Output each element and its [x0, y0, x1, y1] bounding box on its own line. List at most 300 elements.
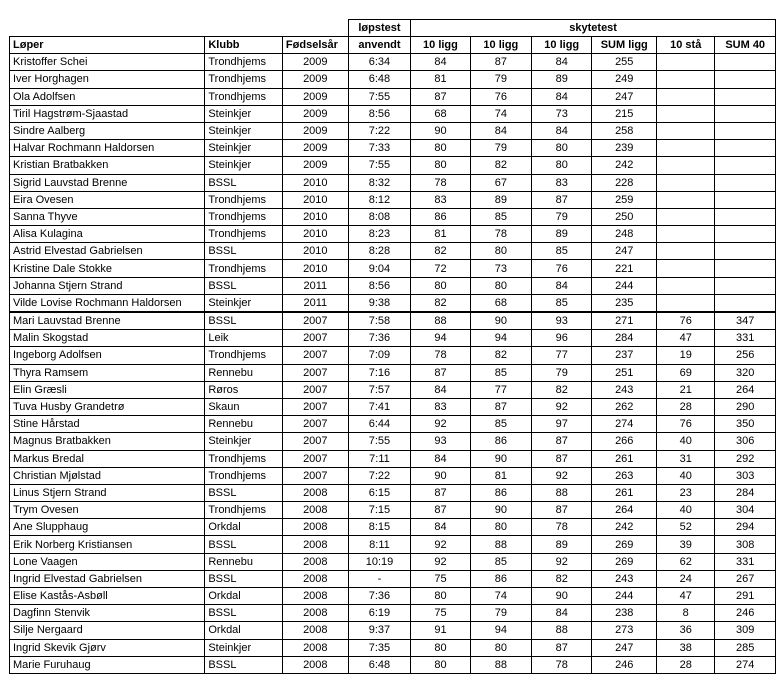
cell-klubb: Steinkjer	[205, 294, 283, 312]
col-header-fodselsar: Fødselsår	[282, 37, 348, 54]
cell-10-ligg-1: 68	[411, 105, 470, 122]
cell-loper: Astrid Elvestad Gabrielsen	[10, 243, 205, 260]
cell-anvendt: -	[348, 570, 411, 587]
cell-10-sta: 21	[657, 381, 715, 398]
cell-sum-40: 291	[715, 588, 776, 605]
cell-10-ligg-3: 80	[532, 157, 592, 174]
cell-sum-40: 264	[715, 381, 776, 398]
table-row	[10, 122, 776, 139]
cell-10-ligg-3: 84	[532, 54, 592, 71]
cell-sum-40: 331	[715, 553, 776, 570]
cell-sum-ligg: 262	[592, 398, 657, 415]
cell-10-ligg-2: 82	[470, 157, 531, 174]
cell-loper: Ane Slupphaug	[10, 519, 205, 536]
cell-10-ligg-2: 79	[470, 140, 531, 157]
cell-sum-40: 274	[715, 656, 776, 673]
cell-klubb: BSSL	[205, 570, 283, 587]
cell-10-sta	[657, 226, 715, 243]
cell-sum-ligg: 261	[592, 484, 657, 501]
cell-sum-ligg: 238	[592, 605, 657, 622]
cell-10-ligg-2: 94	[470, 622, 531, 639]
cell-sum-40	[715, 122, 776, 139]
cell-loper: Malin Skogstad	[10, 330, 205, 347]
cell-10-ligg-2: 79	[470, 605, 531, 622]
cell-10-sta	[657, 243, 715, 260]
cell-fodselsar: 2007	[282, 330, 348, 347]
cell-10-ligg-3: 93	[532, 312, 592, 330]
table-row	[10, 105, 776, 122]
cell-10-ligg-2: 80	[470, 519, 531, 536]
cell-10-ligg-1: 87	[411, 484, 470, 501]
cell-10-ligg-3: 79	[532, 364, 592, 381]
cell-anvendt: 6:34	[348, 54, 411, 71]
cell-10-ligg-2: 87	[470, 398, 531, 415]
cell-10-ligg-2: 94	[470, 330, 531, 347]
cell-10-sta	[657, 88, 715, 105]
cell-sum-40: 294	[715, 519, 776, 536]
cell-loper: Magnus Bratbakken	[10, 433, 205, 450]
cell-sum-40: 246	[715, 605, 776, 622]
cell-10-sta: 24	[657, 570, 715, 587]
cell-sum-ligg: 221	[592, 260, 657, 277]
table-row	[10, 433, 776, 450]
cell-loper: Eira Ovesen	[10, 191, 205, 208]
cell-sum-40: 306	[715, 433, 776, 450]
cell-klubb: Trondhjems	[205, 71, 283, 88]
cell-sum-40: 347	[715, 312, 776, 330]
cell-10-ligg-2: 78	[470, 226, 531, 243]
cell-loper: Dagfinn Stenvik	[10, 605, 205, 622]
cell-10-sta: 23	[657, 484, 715, 501]
table-row	[10, 191, 776, 208]
cell-fodselsar: 2010	[282, 260, 348, 277]
cell-10-ligg-1: 91	[411, 622, 470, 639]
cell-sum-ligg: 243	[592, 381, 657, 398]
cell-loper: Marie Furuhaug	[10, 656, 205, 673]
cell-10-ligg-3: 89	[532, 226, 592, 243]
cell-10-sta	[657, 157, 715, 174]
cell-fodselsar: 2008	[282, 502, 348, 519]
cell-sum-40: 285	[715, 639, 776, 656]
cell-loper: Kristoffer Schei	[10, 54, 205, 71]
cell-10-ligg-1: 90	[411, 467, 470, 484]
cell-fodselsar: 2009	[282, 54, 348, 71]
col-header-sum-ligg: SUM ligg	[592, 37, 657, 54]
cell-klubb: Steinkjer	[205, 122, 283, 139]
cell-anvendt: 7:57	[348, 381, 411, 398]
cell-sum-ligg: 251	[592, 364, 657, 381]
cell-10-ligg-3: 87	[532, 191, 592, 208]
cell-loper: Iver Horghagen	[10, 71, 205, 88]
cell-anvendt: 8:12	[348, 191, 411, 208]
cell-fodselsar: 2008	[282, 519, 348, 536]
cell-10-ligg-2: 84	[470, 122, 531, 139]
cell-10-ligg-3: 77	[532, 347, 592, 364]
cell-sum-ligg: 247	[592, 243, 657, 260]
table-row	[10, 502, 776, 519]
cell-10-ligg-2: 85	[470, 416, 531, 433]
cell-fodselsar: 2008	[282, 484, 348, 501]
cell-10-ligg-3: 88	[532, 484, 592, 501]
cell-sum-40: 256	[715, 347, 776, 364]
cell-sum-ligg: 249	[592, 71, 657, 88]
table-row	[10, 88, 776, 105]
table-row	[10, 656, 776, 673]
cell-10-ligg-1: 92	[411, 416, 470, 433]
cell-10-sta: 47	[657, 588, 715, 605]
table-row	[10, 208, 776, 225]
cell-anvendt: 7:58	[348, 312, 411, 330]
cell-10-sta: 62	[657, 553, 715, 570]
cell-10-sta: 40	[657, 433, 715, 450]
cell-sum-ligg: 244	[592, 277, 657, 294]
cell-10-ligg-3: 78	[532, 656, 592, 673]
cell-loper: Mari Lauvstad Brenne	[10, 312, 205, 330]
cell-klubb: Orkdal	[205, 519, 283, 536]
col-header-anvendt: anvendt	[348, 37, 411, 54]
table-row	[10, 277, 776, 294]
cell-10-ligg-3: 92	[532, 467, 592, 484]
cell-klubb: Trondhjems	[205, 54, 283, 71]
cell-anvendt: 8:56	[348, 105, 411, 122]
cell-anvendt: 7:36	[348, 588, 411, 605]
cell-klubb: BSSL	[205, 656, 283, 673]
cell-klubb: Trondhjems	[205, 191, 283, 208]
cell-10-ligg-3: 84	[532, 88, 592, 105]
cell-fodselsar: 2009	[282, 71, 348, 88]
cell-10-sta	[657, 277, 715, 294]
cell-10-ligg-1: 93	[411, 433, 470, 450]
header-column-row	[10, 37, 776, 54]
cell-10-ligg-3: 87	[532, 450, 592, 467]
cell-fodselsar: 2007	[282, 312, 348, 330]
cell-anvendt: 7:11	[348, 450, 411, 467]
cell-10-ligg-3: 84	[532, 277, 592, 294]
cell-anvendt: 8:28	[348, 243, 411, 260]
cell-10-ligg-1: 81	[411, 71, 470, 88]
cell-10-ligg-2: 88	[470, 656, 531, 673]
cell-anvendt: 6:19	[348, 605, 411, 622]
cell-fodselsar: 2010	[282, 208, 348, 225]
cell-10-ligg-2: 80	[470, 639, 531, 656]
cell-sum-40	[715, 294, 776, 312]
cell-10-ligg-2: 73	[470, 260, 531, 277]
group-header-lopstest: løpstest	[348, 20, 411, 37]
cell-loper: Ingrid Skevik Gjørv	[10, 639, 205, 656]
cell-klubb: BSSL	[205, 605, 283, 622]
cell-loper: Halvar Rochmann Haldorsen	[10, 140, 205, 157]
cell-sum-40: 284	[715, 484, 776, 501]
cell-loper: Silje Nergaard	[10, 622, 205, 639]
cell-10-ligg-1: 82	[411, 294, 470, 312]
cell-sum-ligg: 215	[592, 105, 657, 122]
results-table	[9, 19, 776, 674]
cell-anvendt: 8:23	[348, 226, 411, 243]
cell-fodselsar: 2009	[282, 122, 348, 139]
cell-anvendt: 8:11	[348, 536, 411, 553]
cell-klubb: Skaun	[205, 398, 283, 415]
cell-sum-40	[715, 88, 776, 105]
cell-klubb: Steinkjer	[205, 157, 283, 174]
table-row	[10, 484, 776, 501]
cell-10-ligg-2: 74	[470, 588, 531, 605]
cell-fodselsar: 2007	[282, 347, 348, 364]
cell-anvendt: 6:44	[348, 416, 411, 433]
cell-10-ligg-2: 67	[470, 174, 531, 191]
cell-10-ligg-2: 86	[470, 484, 531, 501]
cell-klubb: Trondhjems	[205, 226, 283, 243]
cell-sum-40	[715, 191, 776, 208]
table-row	[10, 519, 776, 536]
cell-klubb: Trondhjems	[205, 347, 283, 364]
cell-10-ligg-1: 80	[411, 639, 470, 656]
cell-10-ligg-2: 68	[470, 294, 531, 312]
cell-10-sta: 36	[657, 622, 715, 639]
cell-sum-ligg: 273	[592, 622, 657, 639]
cell-10-sta: 76	[657, 312, 715, 330]
cell-sum-ligg: 237	[592, 347, 657, 364]
cell-10-sta	[657, 105, 715, 122]
cell-10-sta: 31	[657, 450, 715, 467]
cell-10-ligg-1: 81	[411, 226, 470, 243]
cell-10-ligg-1: 92	[411, 553, 470, 570]
cell-loper: Sanna Thyve	[10, 208, 205, 225]
cell-fodselsar: 2008	[282, 570, 348, 587]
table-row	[10, 140, 776, 157]
cell-10-ligg-2: 82	[470, 347, 531, 364]
cell-fodselsar: 2008	[282, 536, 348, 553]
cell-10-ligg-3: 85	[532, 243, 592, 260]
cell-10-sta: 38	[657, 639, 715, 656]
cell-10-sta	[657, 174, 715, 191]
cell-10-ligg-2: 89	[470, 191, 531, 208]
table-row	[10, 330, 776, 347]
cell-sum-ligg: 264	[592, 502, 657, 519]
cell-10-sta: 19	[657, 347, 715, 364]
cell-10-ligg-3: 84	[532, 122, 592, 139]
cell-sum-ligg: 269	[592, 536, 657, 553]
cell-10-ligg-1: 87	[411, 88, 470, 105]
cell-fodselsar: 2007	[282, 398, 348, 415]
cell-sum-ligg: 247	[592, 88, 657, 105]
cell-klubb: BSSL	[205, 174, 283, 191]
cell-loper: Ingeborg Adolfsen	[10, 347, 205, 364]
cell-anvendt: 6:15	[348, 484, 411, 501]
cell-sum-40	[715, 208, 776, 225]
cell-10-ligg-3: 82	[532, 570, 592, 587]
cell-fodselsar: 2011	[282, 294, 348, 312]
cell-sum-ligg: 261	[592, 450, 657, 467]
cell-10-ligg-2: 87	[470, 54, 531, 71]
cell-fodselsar: 2010	[282, 226, 348, 243]
cell-sum-ligg: 263	[592, 467, 657, 484]
cell-10-sta	[657, 260, 715, 277]
table-row	[10, 398, 776, 415]
col-header-10-ligg-1: 10 ligg	[411, 37, 470, 54]
table-row	[10, 294, 776, 312]
cell-10-ligg-1: 87	[411, 502, 470, 519]
cell-loper: Kristian Bratbakken	[10, 157, 205, 174]
cell-10-ligg-3: 97	[532, 416, 592, 433]
cell-klubb: Rennebu	[205, 416, 283, 433]
cell-sum-40: 331	[715, 330, 776, 347]
table-row	[10, 347, 776, 364]
cell-sum-ligg: 248	[592, 226, 657, 243]
cell-10-sta: 40	[657, 502, 715, 519]
cell-klubb: Røros	[205, 381, 283, 398]
cell-fodselsar: 2008	[282, 639, 348, 656]
cell-10-ligg-2: 80	[470, 243, 531, 260]
cell-10-sta	[657, 294, 715, 312]
table-row	[10, 570, 776, 587]
cell-klubb: Orkdal	[205, 588, 283, 605]
cell-10-ligg-3: 85	[532, 294, 592, 312]
cell-sum-40: 292	[715, 450, 776, 467]
cell-10-ligg-1: 86	[411, 208, 470, 225]
cell-10-ligg-1: 84	[411, 450, 470, 467]
cell-fodselsar: 2009	[282, 88, 348, 105]
cell-loper: Kristine Dale Stokke	[10, 260, 205, 277]
cell-sum-40	[715, 226, 776, 243]
cell-fodselsar: 2008	[282, 588, 348, 605]
cell-fodselsar: 2007	[282, 416, 348, 433]
cell-sum-ligg: 271	[592, 312, 657, 330]
cell-loper: Stine Hårstad	[10, 416, 205, 433]
cell-10-ligg-1: 83	[411, 398, 470, 415]
cell-10-ligg-2: 79	[470, 71, 531, 88]
cell-10-ligg-3: 92	[532, 553, 592, 570]
table-row	[10, 174, 776, 191]
cell-10-ligg-1: 78	[411, 174, 470, 191]
cell-sum-40: 303	[715, 467, 776, 484]
cell-10-sta: 28	[657, 656, 715, 673]
cell-loper: Sindre Aalberg	[10, 122, 205, 139]
cell-10-ligg-1: 83	[411, 191, 470, 208]
table-row	[10, 243, 776, 260]
cell-fodselsar: 2008	[282, 553, 348, 570]
cell-10-ligg-2: 88	[470, 536, 531, 553]
cell-klubb: Trondhjems	[205, 88, 283, 105]
table-row	[10, 450, 776, 467]
cell-10-ligg-2: 85	[470, 364, 531, 381]
cell-sum-40: 267	[715, 570, 776, 587]
table-row	[10, 622, 776, 639]
cell-sum-40: 304	[715, 502, 776, 519]
cell-fodselsar: 2010	[282, 243, 348, 260]
cell-10-ligg-1: 80	[411, 656, 470, 673]
cell-10-ligg-3: 92	[532, 398, 592, 415]
cell-klubb: Trondhjems	[205, 467, 283, 484]
cell-10-ligg-3: 79	[532, 208, 592, 225]
cell-10-sta	[657, 191, 715, 208]
cell-anvendt: 7:09	[348, 347, 411, 364]
cell-sum-40: 350	[715, 416, 776, 433]
cell-10-sta: 76	[657, 416, 715, 433]
cell-10-ligg-1: 87	[411, 364, 470, 381]
cell-klubb: Steinkjer	[205, 639, 283, 656]
cell-klubb: Trondhjems	[205, 260, 283, 277]
cell-10-ligg-2: 76	[470, 88, 531, 105]
cell-loper: Markus Bredal	[10, 450, 205, 467]
table-row	[10, 54, 776, 71]
cell-anvendt: 9:38	[348, 294, 411, 312]
cell-sum-ligg: 242	[592, 519, 657, 536]
cell-10-ligg-1: 80	[411, 157, 470, 174]
cell-10-sta	[657, 140, 715, 157]
cell-klubb: Orkdal	[205, 622, 283, 639]
cell-loper: Elin Græsli	[10, 381, 205, 398]
cell-sum-ligg: 266	[592, 433, 657, 450]
cell-anvendt: 7:55	[348, 433, 411, 450]
cell-sum-40: 320	[715, 364, 776, 381]
cell-anvendt: 7:36	[348, 330, 411, 347]
cell-10-sta: 47	[657, 330, 715, 347]
cell-10-ligg-3: 89	[532, 536, 592, 553]
cell-anvendt: 7:55	[348, 88, 411, 105]
cell-10-ligg-3: 89	[532, 71, 592, 88]
cell-10-ligg-1: 90	[411, 122, 470, 139]
cell-sum-40	[715, 157, 776, 174]
cell-klubb: BSSL	[205, 312, 283, 330]
cell-anvendt: 7:22	[348, 467, 411, 484]
cell-sum-ligg: 247	[592, 639, 657, 656]
cell-sum-ligg: 255	[592, 54, 657, 71]
cell-fodselsar: 2011	[282, 277, 348, 294]
cell-sum-40: 308	[715, 536, 776, 553]
cell-sum-ligg: 259	[592, 191, 657, 208]
cell-10-ligg-3: 73	[532, 105, 592, 122]
cell-10-ligg-1: 78	[411, 347, 470, 364]
cell-sum-40: 290	[715, 398, 776, 415]
table-row	[10, 639, 776, 656]
cell-10-ligg-1: 72	[411, 260, 470, 277]
table-row	[10, 71, 776, 88]
cell-10-sta	[657, 122, 715, 139]
cell-klubb: Trondhjems	[205, 502, 283, 519]
cell-sum-ligg: 235	[592, 294, 657, 312]
cell-anvendt: 7:55	[348, 157, 411, 174]
cell-fodselsar: 2007	[282, 364, 348, 381]
cell-10-sta	[657, 208, 715, 225]
cell-10-ligg-1: 84	[411, 381, 470, 398]
cell-sum-ligg: 246	[592, 656, 657, 673]
cell-sum-40	[715, 260, 776, 277]
cell-10-ligg-3: 87	[532, 502, 592, 519]
cell-anvendt: 8:15	[348, 519, 411, 536]
cell-10-ligg-2: 86	[470, 433, 531, 450]
cell-10-ligg-3: 78	[532, 519, 592, 536]
cell-klubb: Rennebu	[205, 553, 283, 570]
cell-klubb: BSSL	[205, 536, 283, 553]
cell-anvendt: 7:33	[348, 140, 411, 157]
cell-sum-ligg: 244	[592, 588, 657, 605]
cell-loper: Elise Kastås-Asbøll	[10, 588, 205, 605]
cell-10-ligg-2: 86	[470, 570, 531, 587]
cell-10-ligg-3: 83	[532, 174, 592, 191]
cell-10-ligg-3: 90	[532, 588, 592, 605]
cell-sum-ligg: 269	[592, 553, 657, 570]
cell-fodselsar: 2008	[282, 656, 348, 673]
cell-loper: Christian Mjølstad	[10, 467, 205, 484]
cell-fodselsar: 2007	[282, 381, 348, 398]
cell-10-ligg-3: 82	[532, 381, 592, 398]
cell-10-ligg-3: 96	[532, 330, 592, 347]
cell-10-ligg-3: 76	[532, 260, 592, 277]
table-row	[10, 312, 776, 330]
cell-fodselsar: 2009	[282, 157, 348, 174]
cell-anvendt: 9:37	[348, 622, 411, 639]
cell-anvendt: 8:32	[348, 174, 411, 191]
